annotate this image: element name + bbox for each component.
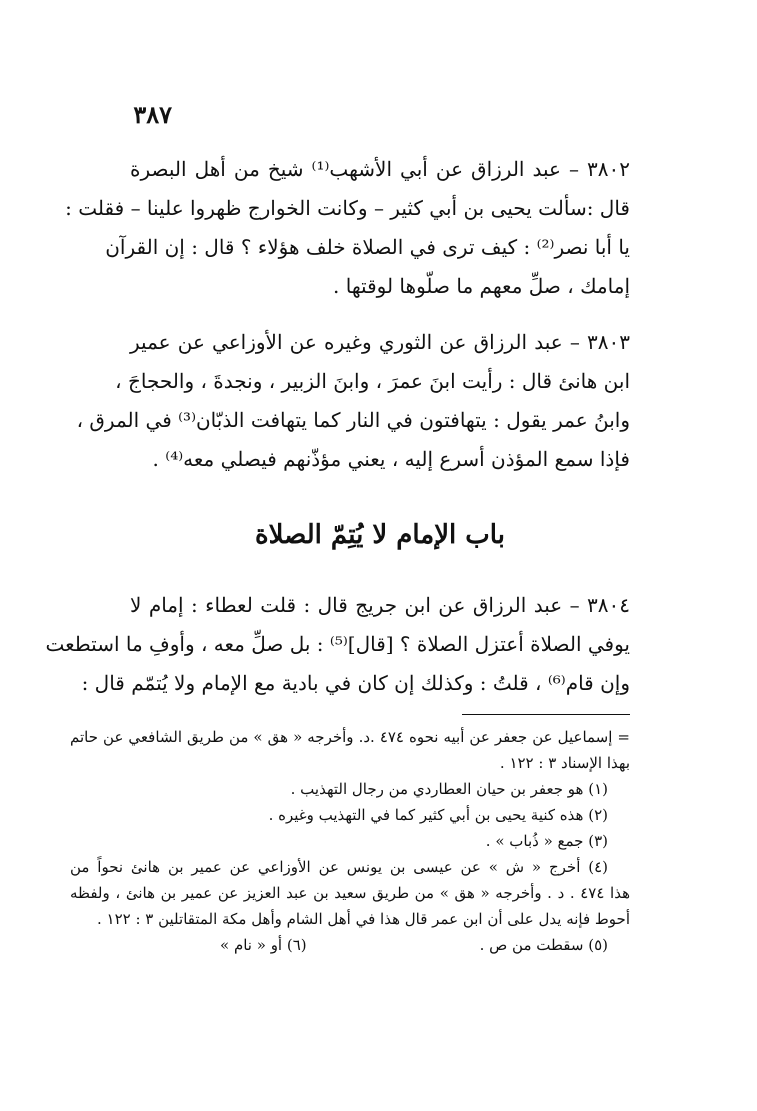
footnote-5: (٥) سقطت من ص .: [479, 936, 608, 954]
text-line: ابن هانئ قال : رأيت ابنَ عمرَ ، وابنَ الزبير ، ونجدةَ ، والحجاجَ ،: [115, 369, 630, 393]
footnote-row-5-6: [70, 932, 630, 958]
text-line: وإن قام⁽⁶⁾ ، قلتُ : وكذلك إن كان في بادية مع الإمام ولا يُتمّم قال :: [81, 671, 630, 695]
footnote-2: (٢) هذه كنية يحيى بن أبي كثير كما في التهذيب وغيره .: [268, 806, 608, 824]
footnote-continuation-line: بهذا الإسناد ٣ : ١٢٢ .: [499, 754, 630, 772]
text-line: وابنُ عمر يقول : يتهافتون في النار كما يتهافت الذبّان⁽³⁾ في المرق ،: [76, 408, 630, 432]
footnote-3: (٣) جمع « ذُباب » .: [485, 832, 608, 850]
page-number: ٣٨٧: [133, 100, 172, 129]
hadith-3803: [76, 323, 630, 479]
text-line: يوفي الصلاة أعتزل الصلاة ؟ [قال]⁽⁵⁾ : بل صلِّ معه ، وأوفِ ما استطعت: [45, 632, 630, 656]
footnote-4-line: أحوط فإنه يدل على أن ابن عمر قال هذا في أهل الشام وأهل مكة المتقاتلين ٣ : ١٢٢ .: [96, 910, 630, 928]
text-line: إمامك ، صلِّ معهم ما صلّوها لوقتها .: [333, 274, 630, 298]
hadith-3804: [45, 586, 630, 703]
text-line: ٣٨٠٤ – عبد الرزاق عن ابن جريج قال : قلت لعطاء : إمام لا: [130, 593, 630, 617]
footnote-4-line: هذا ٤٧٤ . د . وأخرجه « هق » من طريق سعيد بن عبد العزيز عن عمير بن هانئ ، ولفظه: [70, 884, 630, 902]
text-line: ٣٨٠٢ – عبد الرزاق عن أبي الأشهب⁽¹⁾ شيخ من أهل البصرة: [130, 157, 630, 181]
footnote-divider: [462, 714, 630, 715]
chapter-title: باب الإمام لا يُتِمّ الصلاة: [255, 520, 505, 550]
text-line: يا أبا نصر⁽²⁾ : كيف ترى في الصلاة خلف هؤلاء ؟ قال : إن القرآن: [105, 235, 630, 259]
hadith-3802: [65, 150, 630, 306]
text-line: قال :سألت يحيى بن أبي كثير – وكانت الخوارج ظهروا علينا – فقلت :: [65, 196, 630, 220]
footnote-continuation-line: = إسماعيل عن جعفر عن أبيه نحوه ٤٧٤ .د. وأخرجه « هق » من طريق الشافعي عن حاتم: [70, 728, 631, 746]
footnote-4-line: (٤) أخرج « ش » عن عيسى بن يونس عن الأوزاعي عن عمير بن هانئ نحواً من: [70, 858, 608, 876]
text-line: فإذا سمع المؤذن أسرع إليه ، يعني مؤذّنهم فيصلي معه⁽⁴⁾ .: [152, 447, 630, 471]
footnotes: [70, 724, 630, 958]
footnote-6: (٦) أو « نام »: [220, 936, 307, 954]
text-line: ٣٨٠٣ – عبد الرزاق عن الثوري وغيره عن الأوزاعي عن عمير: [130, 330, 630, 354]
footnote-1: (١) هو جعفر بن حيان العطاردي من رجال التهذيب .: [290, 780, 608, 798]
